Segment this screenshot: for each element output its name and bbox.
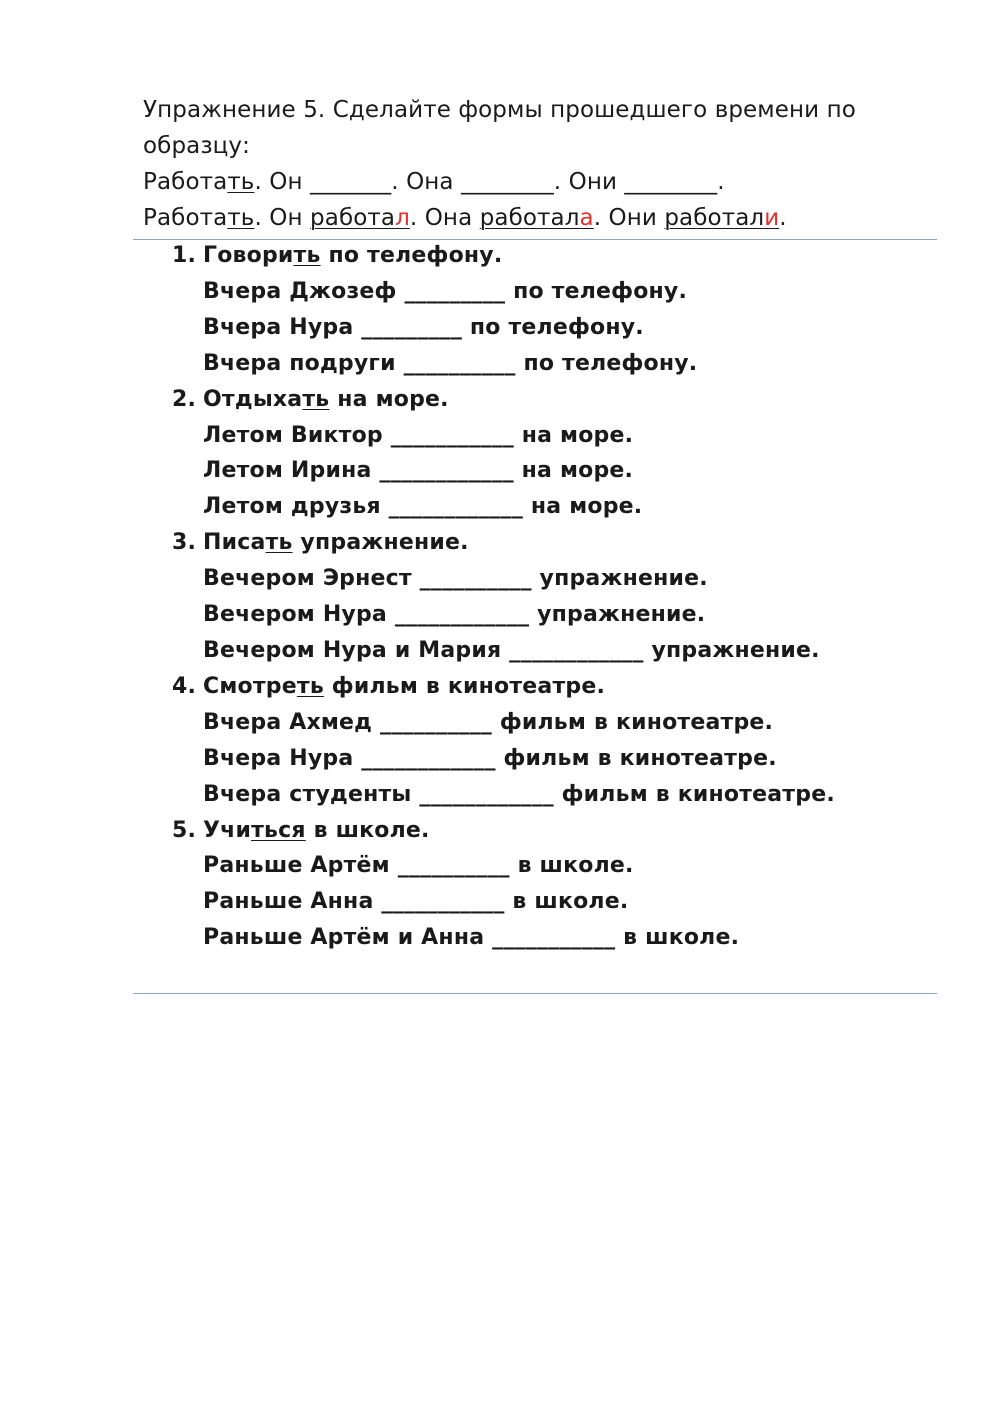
exercise-title-line-2: образцу:: [143, 133, 250, 159]
sentence-line: Вчера студенты ____________ фильм в кинотеатре.: [203, 781, 835, 807]
item-number: 2.: [172, 386, 197, 412]
exercise-intro: [143, 92, 933, 236]
example-form-feminine: [480, 205, 594, 231]
template-blanks: . Он _______. Она ________. Они ________.: [254, 169, 725, 195]
example-form-plural: [664, 205, 779, 231]
heading-verb-stem: Смотре: [203, 673, 297, 699]
example-text-3: . Они: [593, 205, 665, 231]
heading-rest: на море.: [329, 386, 449, 412]
item-number: 4.: [172, 673, 197, 699]
item-number: 5.: [172, 817, 197, 843]
heading-rest: фильм в кинотеатре.: [323, 673, 606, 699]
heading-rest: в школе.: [305, 817, 430, 843]
example-text-4: .: [779, 205, 787, 231]
heading-verb-stem: Писа: [203, 530, 266, 556]
exercise-item-4: [172, 669, 932, 813]
sentence-line: Вчера Джозеф _________ по телефону.: [203, 278, 688, 304]
item-heading: [203, 525, 932, 561]
example-line: [143, 200, 933, 236]
heading-verb-ending: ть: [293, 243, 321, 268]
item-heading: [203, 382, 932, 418]
exercise-item-3: [172, 525, 932, 669]
heading-rest: по телефону.: [320, 243, 503, 268]
heading-verb-ending: ться: [251, 817, 306, 843]
sentence-line: Летом друзья ____________ на море.: [203, 494, 643, 520]
item-number: 3.: [172, 530, 197, 556]
sentence-line: Вчера Нура ____________ фильм в кинотеатре.: [203, 745, 777, 771]
exercise-title-line-1: Упражнение 5. Сделайте формы прошедшего времени по: [143, 97, 856, 123]
example-form-masculine-ending: л: [395, 205, 410, 231]
sentence-line: Раньше Артём __________ в школе.: [203, 853, 634, 879]
example-form-feminine-stem: работал: [479, 205, 580, 231]
heading-verb-ending: ть: [265, 530, 293, 556]
heading-verb-stem: Говори: [203, 243, 294, 268]
heading-verb-ending: ть: [302, 386, 330, 412]
sentence-line: Вечером Эрнест __________ упражнение.: [203, 566, 708, 592]
template-verb-stem: Работа: [143, 169, 228, 195]
example-verb-ending: ть: [227, 205, 255, 231]
sentence-line: Раньше Анна ___________ в школе.: [203, 889, 629, 915]
bottom-divider: [133, 993, 937, 994]
sentence-line: Вечером Нура и Мария ____________ упражнение.: [203, 637, 820, 663]
template-verb-ending: ть: [227, 169, 255, 195]
item-number: 1.: [172, 243, 197, 268]
template-line: [143, 164, 933, 200]
sentence-line: Вечером Нура ____________ упражнение.: [203, 602, 706, 628]
sentence-line: Раньше Артём и Анна ___________ в школе.: [203, 925, 740, 951]
example-text-2: . Она: [409, 205, 480, 231]
example-form-masculine: [310, 205, 410, 231]
sentence-line: Вчера Ахмед __________ фильм в кинотеатре.: [203, 709, 774, 735]
example-form-plural-stem: работал: [664, 205, 765, 231]
item-heading: [203, 238, 932, 274]
heading-verb-stem: Учи: [203, 817, 252, 843]
exercise-list: [172, 238, 932, 956]
example-form-masculine-stem: работа: [310, 205, 396, 231]
sentence-line: Летом Ирина ____________ на море.: [203, 458, 634, 484]
heading-rest: упражнение.: [292, 530, 469, 556]
exercise-item-1: [172, 238, 932, 382]
exercise-item-5: [172, 813, 932, 957]
sentence-line: Летом Виктор ___________ на море.: [203, 422, 634, 448]
heading-verb-ending: ть: [296, 673, 324, 699]
example-verb-stem: Работа: [143, 205, 228, 231]
item-heading: [203, 813, 932, 849]
heading-verb-stem: Отдыха: [203, 386, 303, 412]
sentence-line: Вчера подруги __________ по телефону.: [203, 350, 698, 376]
item-heading: [203, 669, 932, 705]
example-text-1: . Он: [254, 205, 311, 231]
exercise-item-2: [172, 382, 932, 526]
example-form-feminine-ending: а: [579, 205, 594, 231]
sentence-line: Вчера Нура _________ по телефону.: [203, 314, 644, 340]
example-form-plural-ending: и: [764, 205, 780, 231]
